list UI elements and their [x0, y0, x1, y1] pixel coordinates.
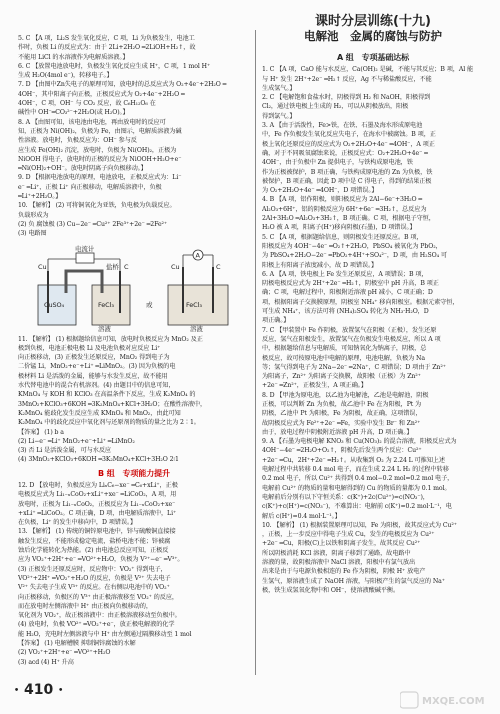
text-line: 3MnO₂+KClO₃+6KOH ═3K₂MnO₄+KCl+3H₂O；在酸性溶液中，	[18, 400, 207, 408]
label-solution: 溶液	[98, 324, 111, 333]
text-line: 0.2 mol 电子，所以 Cu²⁺ 共得到 0.4 mol−0.2 mol=0.2 mol 电子，	[262, 475, 454, 483]
text-line: +2e⁻ ═Zn²⁺，正极发生，A 项正确。】	[262, 382, 367, 390]
text-line: 项正确。】	[262, 317, 290, 325]
text-line: 生氢气，原溶液生成了 NaOH 溶液，与阳极产生的氯气反应的 Na⁺	[262, 577, 445, 585]
label-or: 或	[146, 300, 153, 309]
text-line: 7. D 【由图中Zn失电子的原理可知，放电时的总反应式为 O₂+4e⁻+2H₂O ═	[18, 81, 227, 89]
text-line: 作为正极被保护，B 项正确，与铁构成原电池的 Zn 为负极，铁	[262, 168, 433, 176]
text-line: 10. 【解析】 (1) 根据装置原理可以知，Fe 为阳极，故其反应式为 Cu²⁺	[262, 521, 457, 529]
text-line: ═Ni(OH)₂+OH⁻。放电时阴离子向负极移动。】	[18, 165, 147, 173]
text-line: 氧化剂为 VO₂⁺，故正极溶液中：由正极溶液移动至负极中。	[18, 612, 181, 620]
left-text-block-1	[18, 34, 250, 239]
text-line: 8. A 【由图可知，该电池由电池，再由放电时的反应可	[18, 118, 166, 126]
text-line: 电解前 Cu²⁺ 的物质的量和电解得到的 Cu 的物质的量都为 0.1 mol。	[262, 484, 451, 492]
text-line: (4) 放电时，负极 VO²⁺ ═VO₂⁺+e⁻，放正极电解液的化学	[18, 621, 175, 629]
text-line: ，正极，上一步反应中得电子生成 Cu，发生的电极反应为 Cu²⁺	[262, 531, 435, 539]
text-line: 解后 c(H⁺)=0.4 mol·L⁻¹。】	[262, 512, 341, 520]
watermark-logo	[400, 690, 495, 710]
text-line: 负载形成为	[18, 211, 49, 219]
text-line: (4) 3MnO₂+KClO₃+6KOH ═3K₂MnO₄+KCl+3H₂O 2∶1	[18, 456, 179, 464]
text-line: (3) acd (4) H⁺ 升高	[18, 658, 74, 666]
text-line: 故阴极反应式为 Fe²⁺+2e⁻ ═Fe，实验中发生 Br⁻ 和 Zn²⁺	[262, 419, 421, 427]
text-line: c(K⁺)+c(H⁺)=c(NO₃⁻)，不难算出：电解前 c(K⁺)=0.2 mol·L⁻¹，电	[262, 503, 452, 511]
label-salt-bridge: 盐桥	[106, 262, 119, 271]
text-line: 溶液的量，故阴极溶液中 NaCl 溶液，阳极中有氯气放出	[262, 559, 416, 567]
label-r-a: A	[195, 251, 200, 260]
text-line: 阴极电极反应式为 2H⁺+2e⁻ ═H₂↑，阴极室中 pH 升高，B 项正	[262, 280, 439, 288]
page-number-value: 410	[24, 682, 54, 698]
text-line: Cl₂，通过铁电极上生成的 H₂，可以从阴极放出，阳极	[262, 103, 409, 111]
text-line: (2) 负 腐蚀极 (3) Cu−2e⁻ ═Cu²⁺ 2Fe³⁺+2e⁻ ═2Fe²⁺	[18, 220, 168, 228]
text-line: (3) 电路图	[18, 230, 47, 238]
text-line: K₂MnO₄ 能歧化发生反应生成 KMnO₄ 和 MnO₂，由此可知	[18, 409, 181, 417]
text-line: (3) 正极发生还原反应时，反应物中：VO₂⁺ 得到电子，	[18, 565, 167, 573]
text-line: 为 O₂+2H₂O+4e⁻ ═4OH⁻，D 项错误。】	[262, 187, 378, 195]
right-text-block	[262, 65, 484, 595]
left-text-block-2	[18, 335, 250, 465]
text-line: 所以阴极消耗 KCl 溶液，阴离子移到了通路，故电路中	[262, 549, 411, 557]
text-line: K₂MnO₄ 中的歧化反应中氧化剂与还原剂的物质的量之比为 2∶1。	[18, 419, 200, 427]
label-galvanometer: 电流计	[75, 244, 95, 253]
group-b-heading: B 组 专项能力提升	[98, 468, 170, 478]
text-line: 【答案】 (1) b a	[18, 428, 64, 436]
text-line: 向正极移动，(3) 正极发生还原反应，MnO₂ 得到电子为	[18, 354, 170, 362]
text-line: 而在放电时左侧溶液中 H⁺ 由正极向负极移动的，	[18, 602, 152, 610]
text-line: 2Al+3H₂O ═Al₂O₃+3H₂↑，B 项正确。C 项，根据电子守恒，	[262, 215, 435, 223]
text-line: (2) VO₂⁺+2H⁺+e⁻ ═VO²⁺+H₂O	[18, 649, 111, 657]
text-line: 4OH⁻−4e⁻ ═2H₂O+O₂↑，阴极先后发生两个反应：Cu²⁺	[262, 447, 422, 455]
text-line: 应为 VO₂⁺+2H⁺+e⁻ ═VO²⁺+H₂O，负极为 V²⁺−e⁻ ═V³⁺。	[18, 556, 184, 564]
text-line: 得到氯气。】	[262, 112, 296, 120]
text-line: NiOOH 得电子，放电时的正极的反应为 NiOOH+H₂O+e⁻	[18, 155, 182, 163]
text-line: 阴极，乙池中 Pt 为阳极，Fe 为阴极，故正确，这项错误，	[262, 410, 422, 418]
text-line: +2e⁻ ═Cu，2H⁺+2e⁻ ═H₂↑。从收集到 O₂ 为 2.24 L 可推知上述	[262, 456, 445, 464]
text-line: 1. C 【A 项，CaO 能与水反应，Ca(OH)₂ 是碱，不能与其反应；B 项，Al 能	[262, 66, 474, 74]
text-line: 应生成 Fe(OH)₂ 沉淀，放电时，负极为 Ni(OH)₂，正极为	[18, 146, 177, 154]
text-line: (3) 否 Li 是活泼金属，可与水反应	[18, 447, 112, 455]
text-line: 等；氢气得到电子为 2Na−2e⁻ ═2Na⁺，C 项错误；D 项由于 Zn²⁺	[262, 363, 446, 371]
text-line: 正极，可以判断 Zn 为负极，故乙池中 Fe 在为阳极，Pt 为	[262, 400, 422, 408]
text-line: 5. C 【A 项，Li₂S 发生氧化反应，C 项，Li 为负极发生，电池工	[18, 35, 195, 42]
text-line: 确，对于不同吸氧腐蚀来说，正极反应式：O₂+2H₂O+4e⁻ ═	[262, 149, 428, 157]
text-line: 触发生反应，不能形成稳定电流，盐桥电池不能；锌被腐	[18, 537, 171, 545]
label-fecl3: FeCl₃	[98, 300, 114, 309]
lesson-title: 课时分层训练(十九)	[315, 14, 431, 29]
electrochemistry-diagram	[18, 241, 250, 333]
text-line: 确；C 项，电解过程中，阳极附近溶液 pH 减小，C 项正确；D	[262, 289, 433, 297]
text-line: 阳极反应为 4OH⁻−4e⁻ ═O₂↑+2H₂O，PbSO₄ 被氧化为 PbO₂，	[262, 242, 442, 250]
galvanic-cell-figure	[18, 241, 250, 333]
text-line: e⁻ ═Li⁺，正极 Li⁺ 向正极移动，电解质溶液中，负极	[18, 183, 162, 191]
text-line: 10. 【解析】 (2) 可将铜氧化为亚铁，负电极为负载反应。	[18, 202, 176, 210]
text-line: Al₂O₃+6H⁺，铝的阴极反应为 6H⁺+6e⁻ ═3H₂↑，总反应为	[262, 205, 427, 213]
text-line: 极上氧化还原反应的反应式为 O₂+2H₂O+4e⁻ ═4OH⁻，A 项正	[262, 140, 435, 148]
svg-text:MXQE.COM: MXQE.COM	[422, 696, 485, 707]
text-line: 生成氢气。】	[262, 84, 296, 92]
text-line: 9. D 【根据电池放电的原理，电池放电，正极反应式为：Li⁻	[18, 174, 182, 182]
text-line: +2e⁻ ═Cu，阳极(C)上以铁和阴离子发生，故其反应 Cu²⁺	[262, 540, 421, 548]
text-line: 二价锰 Li，MnO₂+e⁻+Li⁺ ═LiMnO₂。(3) 因为负极的电	[18, 363, 176, 371]
text-line: 水代替电池中的混合有机溶剂。(4) 由题目中的信息可知，	[18, 382, 175, 390]
text-line: 2. C 【电解饱和食盐水时，阴极得到 H₂ 和 NaOH，阳极得到	[262, 94, 431, 102]
text-line: 电解前后分别有以下守恒关系：c(K⁺)+2c(Cu²⁺)=c(NO₃⁻)，	[262, 493, 429, 501]
text-line: VO²⁺+2H⁺ ═VO₂⁺+H₂O 的反应，负极是 V²⁺ 失去电子	[18, 574, 171, 582]
text-line: 9. A 【石墨为电极电解 KNO₃ 和 Cu(NO₃)₂ 的混合溶液，阳极反应式为	[262, 438, 457, 446]
text-line: (2) Li−e⁻ ═Li⁺ MnO₂+e⁻+Li⁺ ═LiMnO₂	[18, 437, 135, 445]
text-line: 出来是由于与电源负极相连的 Fe 作为阴极，阴极 H⁺ 放电产	[262, 568, 426, 576]
text-line: 极材料 Li 是活泼的金属，能够与水发生反应，故不能用	[18, 372, 168, 380]
page-number	[14, 682, 63, 698]
text-line: 中，根据题给信息与电解质，可知钠氧化为钠离子，阴极，总	[262, 345, 427, 353]
text-line: 极，铁生成氢氧化物中和 OH⁻，使溶液酸碱平衡。	[262, 586, 400, 594]
text-line: 6. C 【放置电池放电时，负极发生氧化反应生成 H⁺，C 项，1 mol H⁺	[18, 62, 211, 70]
text-line: 中，Fe 作负极发生氧化反应失电子，在海水中被腐蚀。B 项，正	[262, 131, 436, 139]
column-divider	[255, 30, 256, 675]
text-line: 7. C 【甲装置中 Fe 作阴极，放置氢气在阴极（正极），发生还原	[262, 326, 437, 334]
text-line: 4OH⁻，C 项，OH⁻ 与 CO₂ 反应，故 C₆H₁₂O₆ 在	[18, 100, 156, 108]
text-line: 由于，放电过程中阴极附近溶液 pH 升高，D 项正确。】	[262, 428, 413, 436]
text-line: 碱性中 OH⁻═CO₃²⁻+2H₂O(或 H₂O)。】	[18, 109, 129, 117]
text-line: 3. A 【由于活泼性，Fe>铁，在铁、石墨及海水形成原电池	[262, 122, 423, 130]
text-line: 为阳离子，Zn²⁺ 为阳离子交换膜，故阳极（正极）为 Zn²⁺	[262, 373, 421, 381]
lesson-subtitle: 电解池 金属的腐蚀与防护	[304, 29, 442, 43]
label-cu: Cu	[38, 262, 47, 271]
text-line: 知，正极为 Ni(OH)₂，负极为 Fe，由图示，电解质溶液为碱	[18, 127, 182, 135]
text-line: 极到负极，电池正极电极 Li 及电池负极对应反应 Li⁺	[18, 344, 161, 352]
label-r-c: C	[216, 262, 221, 271]
text-line: 【答案】 (1) 电解槽膜 抑制铜锌腐蚀的水解	[18, 640, 136, 648]
page-number-dot-left: •	[14, 685, 20, 695]
text-line: 电解过程中共转移 0.4 mol 电子，而在生成 2.24 L H₂ 的过程中转移	[262, 466, 449, 474]
text-line: 4. B 【A 项，铝作阳极，则阳极反应为 2Al−6e⁻+3H₂O ═	[262, 196, 423, 204]
text-line: KMnO₄ 与 KOH 和 KClO₃ 在高温条件下反应，生成 K₂MnO₄ 的	[18, 391, 196, 399]
page-number-dot-right: •	[58, 685, 64, 695]
text-line: 放电时，正极为 Li₁₋ₓCoO₂，正极反应为 Li₁₋ₓCoO₂+xe⁻	[18, 500, 176, 508]
text-line: 反应，氢气在阳极发生，放置氢气在负极发生电极反应，所以 A 项	[262, 335, 441, 343]
text-line: 4OH⁻，由于负极中 Zn 提供电子，与铁构成原电池，铁	[262, 159, 413, 167]
right-column	[262, 49, 484, 595]
text-line: 生成 H₂O(4mol e⁻)，转移电子。】	[18, 72, 113, 80]
text-line: 13. 【解析】 (1) 传统的铜锌原电池中，锌与硫酸铜直接接	[18, 528, 176, 536]
text-line: 为 PbSO₄+2H₂O−2e⁻ ═PbO₂+4H⁺+SO₄²⁻，D 项，由 H₂SO₄ 可	[262, 252, 447, 260]
text-line: 蚀后化学能转化为热能。(2) 由电池总反应可知，正极反	[18, 547, 169, 555]
text-line: 作时，负极 Li 的反应式为：由于 2Li+2H₂O ═2LiOH+H₂↑，故	[18, 44, 196, 52]
left-column	[18, 34, 250, 667]
label-r-cu: Cu	[171, 262, 180, 271]
text-line: 项，根据阳离子交换膜原理，阴极室 NH₄⁺ 移向阳极室。根据元素守恒，	[262, 298, 459, 306]
label-r-fecl3: FeCl₃	[186, 300, 202, 309]
label-cuso4: CuSO₄	[44, 300, 65, 309]
text-line: 极反应，故可按原电池中电解的原理，电池电解，负极为 Na	[262, 354, 425, 362]
text-line: 可生成 NH₄⁺，该方法可将 (NH₄)₂SO₄ 转化为 NH₃·H₂O，D	[262, 308, 429, 316]
text-line: 4OH⁻，其中阳离子向正极，正极反应式为 O₂+4e⁻+2H₂O ═	[18, 90, 185, 98]
text-line: 被保护，B 项正确，因此 D 项中是 C 得电子，得到的结果正极	[262, 177, 432, 185]
text-line: 6. A 【A 项，铁电极上 Fe 发生还原反应，A 项错误；B 项，	[262, 270, 428, 278]
text-line: 8. D 【甲池为原电池，以乙池为电解池，乙池是电解池，阴极	[262, 391, 429, 399]
text-line: 电极反应式为 Li₁₋ₓCoO₂+xLi⁺+xe⁻ ═LiCoO₂，A 项，用	[18, 491, 177, 499]
text-line: 11. 【解析】 (1) 根据题给信息可知，放电时负极反应为 MnO₂ 及正	[18, 335, 203, 343]
label-r-solution: 溶液	[190, 324, 203, 333]
text-line: H₂O 被 A 项，阳离子(H⁺)移向阴极(石墨)，D 项错误。】	[262, 224, 416, 232]
text-line: 向正极移动，负极区的 V³⁺ 由正极溶液移至 VO₂⁺ 的反应，	[18, 593, 178, 601]
label-c: C	[124, 262, 129, 271]
text-line: 在负极，Li⁺ 的发生中移向中，D 项错误。】	[18, 519, 137, 527]
text-line: 性溶液。放电时，负极反应为：OH⁻ 参与反	[18, 137, 137, 145]
text-line: 5. C 【A 项，根据题给信息，则阴极发生还原反应。B 项，	[262, 233, 423, 241]
text-line: 阳极上有阳离子浓度减小，故 D 项错误。】	[262, 261, 378, 269]
text-line: 能 H₂O，充电时左侧溶液与中 H⁺ 由左侧通过隔膜移动至 1 mol	[18, 630, 192, 638]
left-text-block-3	[18, 481, 250, 667]
text-line: 12. D 【放电时，负极反应为 LiₓC₆−xe⁻ ═C₆+xLi⁺，正极	[18, 481, 178, 489]
text-line: ═Li⁺+2H₂O。】	[18, 193, 62, 201]
text-line: V²⁺ 失去电子生成 V³⁺ 的反应。在右侧以电池中的 VO₂⁺	[18, 584, 170, 592]
text-line: 与 H⁺ 发生 2H⁺+2e⁻ ═H₂↑ 反应，Ag 不与稀盐酸反应，不能	[262, 75, 432, 83]
text-line: +xLi⁺ ═LiCoO₂。C 项正确，D 项，由电解质溶液中，Li⁺	[18, 509, 177, 517]
text-line: 不能用 LiCl 的水溶液作为电解质溶液。】	[18, 53, 129, 61]
group-a-heading: A 组 专项基础达标	[337, 53, 409, 62]
